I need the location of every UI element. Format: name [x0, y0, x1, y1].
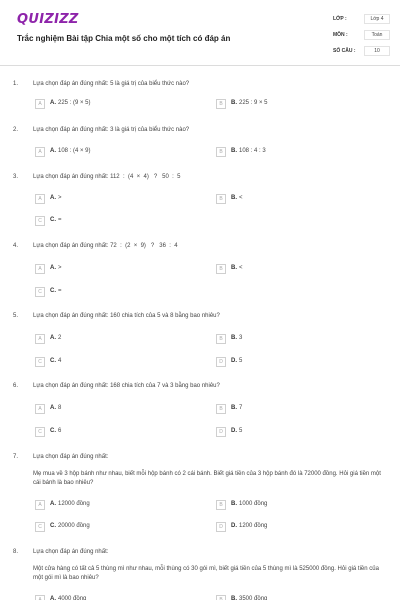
option-marker: B: [216, 500, 226, 510]
question-number: 7.: [13, 454, 19, 460]
option-text: 1000 đồng: [239, 501, 268, 507]
option-text: 8: [58, 405, 62, 411]
worksheet-title: Trắc nghiệm Bài tập Chia một số cho một tích có đáp án: [17, 34, 231, 43]
question-number: 8.: [13, 549, 19, 555]
grade-value: Lớp 4: [364, 14, 390, 24]
option-marker: C: [35, 522, 45, 532]
option-text: >: [58, 195, 62, 201]
question-text: Lựa chọn đáp án đúng nhất:: [33, 454, 109, 460]
option-marker: D: [216, 357, 226, 367]
option-text: 5: [239, 428, 243, 434]
option-letter: D.: [231, 358, 237, 364]
option-letter: C.: [50, 217, 56, 223]
option-letter: B.: [231, 100, 237, 106]
question-count-label: SỐ CÂU :: [333, 48, 356, 54]
option-text: 225 : (9 × 5): [58, 100, 91, 106]
option-letter: C.: [50, 428, 56, 434]
option-text: <: [239, 265, 243, 271]
option-letter: B.: [231, 148, 237, 154]
option-letter: C.: [50, 358, 56, 364]
option-marker: B: [216, 147, 226, 157]
question-paragraph: Mẹ mua về 3 hộp bánh như nhau, biết mỗi hộp bánh có 2 cái bánh. Biết giá tiền của 3 hộp bánh đó là 72000 đồng. Hỏi giá tiền một cái bánh là bao nhiêu?: [33, 471, 381, 486]
option-marker: A: [35, 194, 45, 204]
option-letter: B.: [231, 405, 237, 411]
option-marker: B: [216, 334, 226, 344]
option-marker: A: [35, 404, 45, 414]
option-letter: A.: [50, 596, 56, 600]
option-letter: B.: [231, 596, 237, 600]
question-text: Lựa chọn đáp án đúng nhất: 3 là giá trị của biểu thức nào?: [33, 127, 190, 133]
option-letter: B.: [231, 501, 237, 507]
option-letter: A.: [50, 265, 56, 271]
option-letter: B.: [231, 265, 237, 271]
option-text: 225 : 9 × 5: [239, 100, 268, 106]
option-letter: A.: [50, 335, 56, 341]
question-text: Lựa chọn đáp án đúng nhất: 72 : (2 × 9) ? 36 : 4: [33, 243, 178, 249]
option-letter: D.: [231, 428, 237, 434]
option-marker: A: [35, 147, 45, 157]
quizizz-logo[interactable]: QUIZIZZ: [17, 12, 79, 27]
option-text: 108 : (4 × 9): [58, 148, 91, 154]
option-text: =: [58, 288, 62, 294]
worksheet-header: [0, 0, 400, 66]
question-text: Lựa chọn đáp án đúng nhất: 168 chia tích của 7 và 3 bằng bao nhiêu?: [33, 383, 220, 389]
option-text: 7: [239, 405, 243, 411]
question-text: Lựa chọn đáp án đúng nhất: 5 là giá trị của biểu thức nào?: [33, 81, 190, 87]
option-marker: C: [35, 216, 45, 226]
option-text: 20000 đồng: [58, 523, 90, 529]
question-number: 5.: [13, 313, 19, 319]
option-marker: C: [35, 427, 45, 437]
option-letter: D.: [231, 523, 237, 529]
option-text: 5: [239, 358, 243, 364]
option-text: 4: [58, 358, 62, 364]
subject-label: MÔN :: [333, 32, 348, 38]
option-marker: D: [216, 522, 226, 532]
option-text: 108 : 4 : 3: [239, 148, 266, 154]
option-marker: B: [216, 99, 226, 109]
option-letter: A.: [50, 148, 56, 154]
option-marker: C: [35, 357, 45, 367]
option-text: 1200 đồng: [239, 523, 268, 529]
option-marker: C: [35, 287, 45, 297]
option-text: 3: [239, 335, 243, 341]
option-marker: A: [35, 99, 45, 109]
question-number: 2.: [13, 127, 19, 133]
option-letter: A.: [50, 405, 56, 411]
option-text: <: [239, 195, 243, 201]
option-text: >: [58, 265, 62, 271]
option-text: 3500 đồng: [239, 596, 268, 600]
option-text: 2: [58, 335, 62, 341]
option-letter: A.: [50, 195, 56, 201]
option-marker: B: [216, 404, 226, 414]
question-number: 4.: [13, 243, 19, 249]
question-text: Lựa chọn đáp án đúng nhất:: [33, 549, 109, 555]
option-letter: A.: [50, 501, 56, 507]
option-marker: B: [216, 194, 226, 204]
option-letter: B.: [231, 335, 237, 341]
subject-value: Toán: [364, 30, 390, 40]
option-letter: A.: [50, 100, 56, 106]
option-text: 12000 đồng: [58, 501, 90, 507]
option-marker: A: [35, 500, 45, 510]
option-letter: B.: [231, 195, 237, 201]
question-number: 1.: [13, 81, 19, 87]
option-marker: B: [216, 595, 226, 600]
option-text: =: [58, 217, 62, 223]
option-text: 4000 đồng: [58, 596, 87, 600]
option-marker: A: [35, 334, 45, 344]
option-letter: C.: [50, 523, 56, 529]
question-number: 3.: [13, 174, 19, 180]
question-text: Lựa chọn đáp án đúng nhất: 160 chia tích của 5 và 8 bằng bao nhiêu?: [33, 313, 220, 319]
option-marker: A: [35, 264, 45, 274]
grade-label: LỚP :: [333, 16, 347, 22]
question-paragraph: Một cửa hàng có tất cả 5 thùng mì như nhau, mỗi thùng có 30 gói mì, biết giá tiền của 5 thùng mì là 525000 đồng. Hỏi giá tiền của một gói mì là bao nhiêu?: [33, 566, 379, 581]
option-marker: B: [216, 264, 226, 274]
option-text: 6: [58, 428, 62, 434]
option-marker: D: [216, 427, 226, 437]
option-letter: C.: [50, 288, 56, 294]
question-text: Lựa chọn đáp án đúng nhất: 112 : (4 × 4) ? 50 : 5: [33, 174, 181, 180]
option-marker: A: [35, 595, 45, 600]
question-count-value: 10: [364, 46, 390, 56]
question-number: 6.: [13, 383, 19, 389]
